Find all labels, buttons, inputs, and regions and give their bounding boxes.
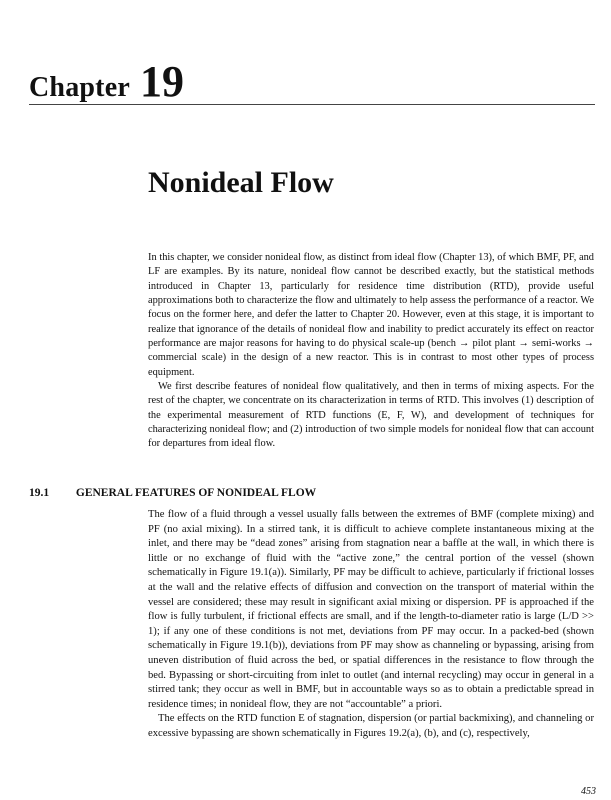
- body-paragraph: The flow of a fluid through a vessel usually falls between the extremes of BMF (complete mixing) and PF (no axial mixing). In a stirred tank, it is difficult to achieve complete instantaneous mixing at the inlet, and there may be “dead zones” arising from stagnation near a baffle at the wall, in which there is little or no exchange of fluid with the “active zone,” the central portion of the vessel (shown schematically in Figure 19.1(a)). Similarly, PF may be difficult to achieve, particularly if frictional losses at the wall and the relative effects of diffusion and convection on the transport of material within the vessel are considered; these may result in significant axial mixing or dispersion. PF is approached if the flow is fully turbulent, if frictional effects are small, and if the length-to-diameter ratio is large (L/D >> 1); if any one of these conditions is not met, deviations from PF may occur. In a packed-bed (shown schematically in Figure 19.1(b)), deviations from PF may show as channeling or bypassing, arising from uneven distribution of fluid across the bed, or spatial differences in the resistance to flow through the bed. Bypassing or short-circuiting from inlet to outlet (and internal recycling) may occur in general in a stirred tank; they occur as well in BMF, but in accountable ways so as to obtain a predictable spread in residence times; in nonideal flow, they are not “accountable” a priori.: [148, 509, 594, 710]
- section-title: GENERAL FEATURES OF NONIDEAL FLOW: [75, 487, 317, 499]
- chapter-number: 19: [139, 57, 184, 106]
- page-number: 453: [581, 786, 596, 797]
- chapter-heading: [29, 56, 184, 107]
- chapter-introduction: [148, 251, 594, 452]
- chapter-title: Nonideal Flow: [148, 166, 334, 199]
- section-body: [148, 508, 594, 742]
- body-paragraph: The effects on the RTD function E of stagnation, dispersion (or partial backmixing), and channeling or excessive bypassing are shown schematically in Figures 19.2(a), (b), and (c), respectively,: [148, 713, 594, 739]
- section-number: 19.1: [29, 487, 50, 499]
- intro-paragraph: We first describe features of nonideal flow qualitatively, and then in terms of mixing aspects. For the rest of the chapter, we concentrate on its characterization in terms of RTD. This involves (1) description of the experimental measurement of RTD functions (E, F, W), and development of techniques for characterizing nonideal flow; and (2) introduction of two simple models for nonideal flow that can account for departures from ideal flow.: [148, 381, 594, 450]
- section-heading: [29, 487, 316, 499]
- intro-paragraph: In this chapter, we consider nonideal flow, as distinct from ideal flow (Chapter 13), of which BMF, PF, and LF are examples. By its nature, nonideal flow cannot be described exactly, but the statistical methods introduced in Chapter 13, particularly for residence time distribution (RTD), provide useful approximations both to characterize the flow and ultimately to help assess the performance of a reactor. We focus on the former here, and defer the latter to Chapter 20. However, even at this stage, it is important to realize that ignorance of the details of nonideal flow and inability to predict accurately its effect on reactor performance are major reasons for having to do physical scale-up (bench → pilot plant → semi-works → commercial scale) in the design of a new reactor. This is in contrast to most other types of process equipment.: [148, 252, 594, 378]
- chapter-rule-divider: [29, 104, 595, 105]
- chapter-label: Chapter: [29, 72, 130, 103]
